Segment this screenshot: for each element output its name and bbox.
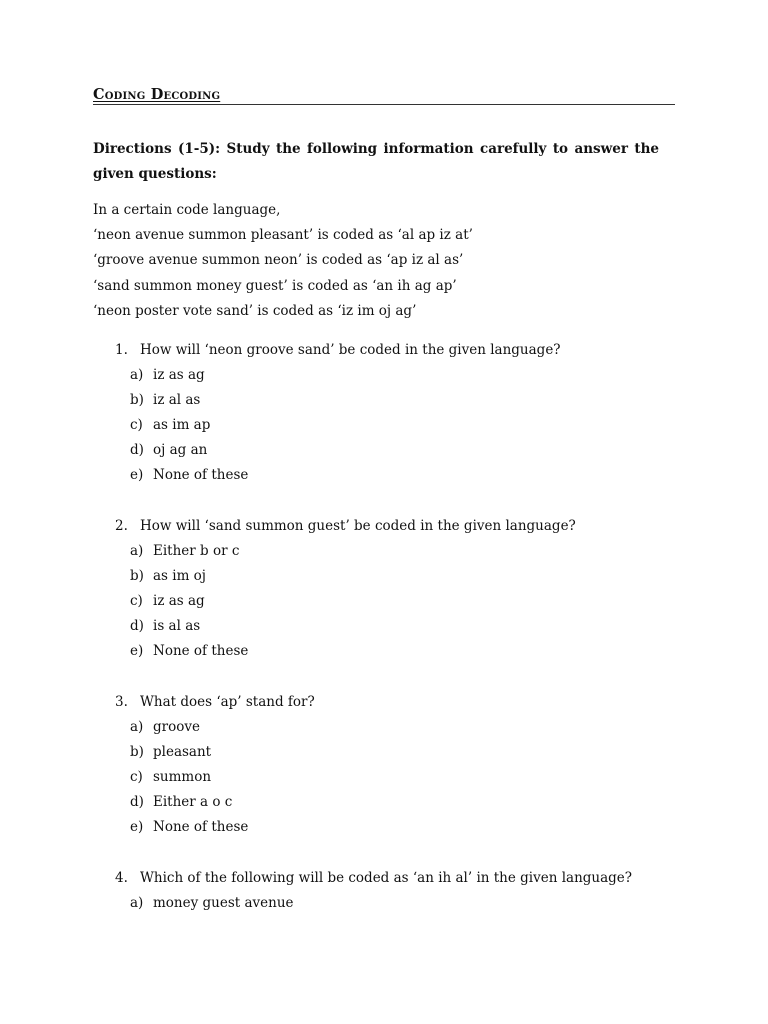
context-line: ‘neon avenue summon pleasant’ is coded as ‘al ap iz at’ [93, 227, 473, 244]
option-a [115, 363, 675, 388]
option-letter: c) [130, 593, 143, 610]
option-text: None of these [153, 467, 249, 484]
option-letter: c) [130, 769, 143, 786]
option-letter: b) [130, 568, 144, 585]
option-text: Either b or c [153, 543, 240, 559]
context-line: ‘neon poster vote sand’ is coded as ‘iz im oj ag’ [93, 302, 417, 319]
question-number: 4. [115, 870, 128, 886]
option-d [115, 790, 675, 815]
option-text: is al as [153, 618, 201, 635]
option-a [115, 539, 675, 564]
option-letter: a) [130, 719, 144, 735]
option-text: Either a o c [153, 794, 233, 811]
option-text: as im ap [153, 417, 211, 434]
option-text: groove [153, 719, 200, 735]
option-text: iz as ag [153, 367, 205, 383]
question-text: How will ‘neon groove sand’ be coded in the given language? [140, 342, 561, 358]
option-text: None of these [153, 643, 249, 660]
option-letter: e) [130, 643, 144, 660]
option-e [115, 463, 675, 488]
question-3 [115, 690, 675, 840]
option-text: None of these [153, 819, 249, 836]
question-number: 2. [115, 518, 128, 534]
option-d [115, 614, 675, 639]
option-c [115, 765, 675, 790]
option-text: as im oj [153, 568, 206, 585]
option-d [115, 438, 675, 463]
question-line [115, 514, 675, 539]
option-a [115, 891, 675, 916]
option-letter: c) [130, 417, 143, 434]
option-b [115, 388, 675, 413]
directions-text: Directions (1-5): Study the following information carefully to answer the given questions: [93, 141, 659, 182]
option-text: oj ag an [153, 442, 208, 459]
question-number: 3. [115, 694, 128, 710]
option-e [115, 815, 675, 840]
option-e [115, 639, 675, 664]
page-title: Coding Decoding [93, 86, 221, 103]
option-letter: b) [130, 744, 144, 761]
question-text: Which of the following will be coded as ‘an ih al’ in the given language? [140, 870, 633, 886]
option-text: summon [153, 769, 212, 786]
option-letter: d) [130, 794, 144, 811]
question-line [115, 338, 675, 363]
option-text: iz al as [153, 392, 201, 409]
option-text: pleasant [153, 744, 212, 761]
question-4 [115, 866, 675, 916]
option-text: iz as ag [153, 593, 205, 610]
option-letter: e) [130, 819, 144, 836]
option-letter: a) [130, 367, 144, 383]
option-c [115, 413, 675, 438]
context-block [93, 198, 675, 324]
option-letter: a) [130, 895, 144, 911]
option-b [115, 740, 675, 765]
question-text: How will ‘sand summon guest’ be coded in the given language? [140, 518, 576, 534]
question-2 [115, 514, 675, 664]
option-letter: e) [130, 467, 144, 484]
context-line: In a certain code language, [93, 202, 281, 218]
option-letter: d) [130, 618, 144, 635]
question-1 [115, 338, 675, 488]
context-line: ‘sand summon money guest’ is coded as ‘an ih ag ap’ [93, 277, 457, 294]
question-text: What does ‘ap’ stand for? [140, 694, 315, 710]
option-letter: b) [130, 392, 144, 409]
option-a [115, 715, 675, 740]
question-line [115, 690, 675, 715]
title-rule [93, 86, 675, 105]
option-text: money guest avenue [153, 895, 294, 911]
option-letter: a) [130, 543, 144, 559]
option-letter: d) [130, 442, 144, 459]
option-b [115, 564, 675, 589]
context-line: ‘groove avenue summon neon’ is coded as ‘ap iz al as’ [93, 252, 464, 269]
option-c [115, 589, 675, 614]
question-number: 1. [115, 342, 128, 358]
question-line [115, 866, 675, 891]
